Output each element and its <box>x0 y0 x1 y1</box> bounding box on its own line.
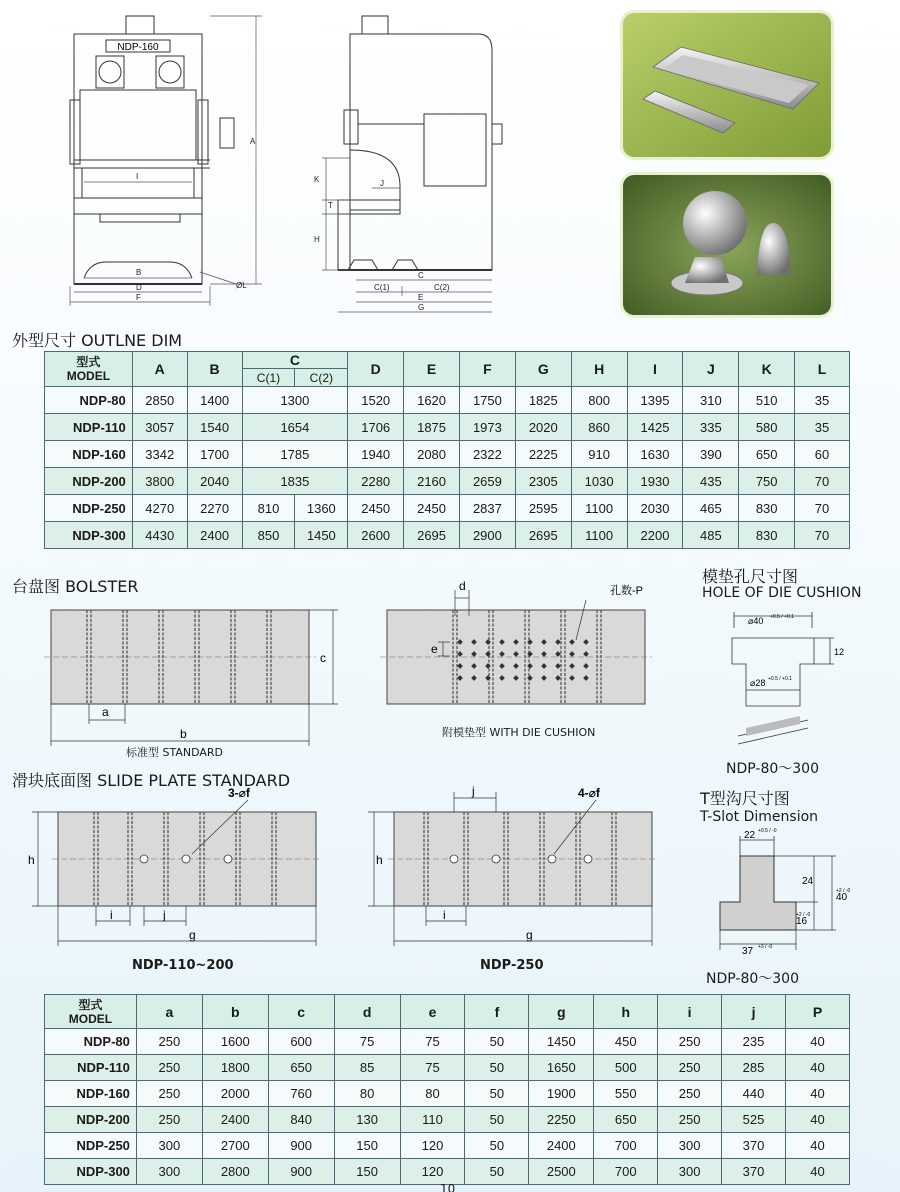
slide-right-callout: 4-⌀f <box>578 786 600 800</box>
detail-row <box>45 1081 850 1107</box>
detail-cell: 80 <box>400 1081 465 1107</box>
outline-cell: NDP-250 <box>45 495 133 522</box>
detail-cell: 285 <box>722 1055 786 1081</box>
outline-cell: 465 <box>683 495 739 522</box>
outline-cell: 70 <box>795 495 850 522</box>
detail-cell: 700 <box>594 1159 658 1185</box>
die-cushion-title: 模垫孔尺寸图 <box>702 567 799 586</box>
outline-header-model: 型式 MODEL <box>45 352 133 387</box>
detail-header-col: d <box>334 995 400 1029</box>
svg-text:B: B <box>136 268 142 277</box>
bolster-cushion-drawing <box>380 576 660 716</box>
detail-header-col: P <box>785 995 849 1029</box>
slide-left-dim-g: g <box>189 928 196 942</box>
detail-cell: 500 <box>594 1055 658 1081</box>
tslot-dim40: 40 <box>836 892 848 903</box>
die-cushion-subtitle: HOLE OF DIE CUSHION <box>702 585 862 601</box>
outline-cell: 2270 <box>187 495 242 522</box>
detail-cell: 700 <box>594 1133 658 1159</box>
bolster-dim-a: a <box>102 705 109 719</box>
slide-plate-left-drawing <box>26 782 326 952</box>
outline-cell: 35 <box>795 387 850 414</box>
detail-cell: 900 <box>268 1133 334 1159</box>
outline-cell: 70 <box>795 522 850 549</box>
detail-header-col: b <box>202 995 268 1029</box>
detail-cell: 450 <box>594 1029 658 1055</box>
die-cushion-d40-tol: +0.5 / +0.1 <box>770 614 794 620</box>
svg-text:D: D <box>136 283 142 292</box>
svg-text:F: F <box>136 293 141 302</box>
tslot-dim24: 24 <box>802 876 814 887</box>
detail-cell: 40 <box>785 1055 849 1081</box>
detail-cell: 250 <box>658 1081 722 1107</box>
outline-cell: 4430 <box>132 522 187 549</box>
slide-right-caption: NDP-250 <box>480 958 544 973</box>
outline-header-col: K <box>739 352 795 387</box>
bolster-dim-e: e <box>431 642 438 656</box>
outline-cell: 390 <box>683 441 739 468</box>
outline-cell: 2225 <box>515 441 571 468</box>
outline-header-col: F <box>459 352 515 387</box>
outline-row <box>45 495 850 522</box>
outline-cell: 1835 <box>242 468 348 495</box>
front-view-drawing <box>60 10 310 320</box>
outline-cell: 2695 <box>515 522 571 549</box>
outline-cell: 1875 <box>404 414 460 441</box>
outline-cell: 1825 <box>515 387 571 414</box>
detail-cell: 760 <box>268 1081 334 1107</box>
outline-row <box>45 468 850 495</box>
detail-cell: 50 <box>465 1029 529 1055</box>
outline-cell: 2400 <box>187 522 242 549</box>
slide-left-dim-h: h <box>28 853 35 867</box>
detail-header-col: i <box>658 995 722 1029</box>
detail-cell: 1650 <box>529 1055 594 1081</box>
detail-cell: 50 <box>465 1107 529 1133</box>
outline-cell: 3800 <box>132 468 187 495</box>
die-cushion-dim12: 12 <box>834 647 845 657</box>
outline-cell: 1940 <box>348 441 404 468</box>
detail-cell: 50 <box>465 1133 529 1159</box>
svg-text:ØL: ØL <box>236 281 247 290</box>
outline-cell: 1930 <box>627 468 683 495</box>
front-model-label: NDP-160 <box>117 42 159 53</box>
svg-text:I: I <box>136 172 139 181</box>
outline-cell: 830 <box>739 522 795 549</box>
outline-cell: 1030 <box>571 468 627 495</box>
outline-cell: 580 <box>739 414 795 441</box>
outline-header-col: A <box>132 352 187 387</box>
die-cushion-drawing <box>718 606 852 756</box>
bolster-title: 台盘图 BOLSTER <box>12 577 139 596</box>
outline-cell: 2600 <box>348 522 404 549</box>
detail-header-model: 型式 MODEL <box>45 995 137 1029</box>
detail-cell: 85 <box>334 1055 400 1081</box>
slide-right-dim-j: j <box>472 784 475 798</box>
outline-cell: 2450 <box>404 495 460 522</box>
outline-cell: 1785 <box>242 441 348 468</box>
outline-cell: 910 <box>571 441 627 468</box>
detail-header-col: g <box>529 995 594 1029</box>
outline-cell: 335 <box>683 414 739 441</box>
tslot-range: NDP-80～300 <box>706 971 799 987</box>
outline-cell: 435 <box>683 468 739 495</box>
outline-cell: 2200 <box>627 522 683 549</box>
detail-cell: 50 <box>465 1081 529 1107</box>
slide-left-callout: 3-⌀f <box>228 786 250 800</box>
detail-cell: 40 <box>785 1133 849 1159</box>
outline-cell: 1360 <box>295 495 348 522</box>
detail-cell: 1900 <box>529 1081 594 1107</box>
outline-header-col: L <box>795 352 850 387</box>
detail-cell: 235 <box>722 1029 786 1055</box>
outline-cell: 1450 <box>295 522 348 549</box>
detail-cell: 40 <box>785 1081 849 1107</box>
detail-cell: 250 <box>658 1029 722 1055</box>
detail-cell: NDP-300 <box>45 1159 137 1185</box>
outline-cell: 1395 <box>627 387 683 414</box>
detail-header-col: a <box>136 995 202 1029</box>
die-cushion-d28: ⌀28 <box>750 678 766 688</box>
slide-left-dim-j: j <box>163 908 166 922</box>
outline-cell: 860 <box>571 414 627 441</box>
detail-cell: 50 <box>465 1055 529 1081</box>
tslot-bottom-tol: +3 / -0 <box>758 944 773 950</box>
detail-cell: 550 <box>594 1081 658 1107</box>
product-photo-tray <box>620 10 834 160</box>
detail-header-col: c <box>268 995 334 1029</box>
outline-header-col: H <box>571 352 627 387</box>
bolster-dim-c: c <box>320 651 326 665</box>
outline-cell: 2280 <box>348 468 404 495</box>
detail-cell: 525 <box>722 1107 786 1133</box>
outline-cell: NDP-300 <box>45 522 133 549</box>
detail-cell: NDP-250 <box>45 1133 137 1159</box>
outline-cell: 2659 <box>459 468 515 495</box>
outline-cell: 2450 <box>348 495 404 522</box>
outline-cell: 2020 <box>515 414 571 441</box>
bolster-dim-d: d <box>459 579 466 593</box>
detail-header-col: e <box>400 995 465 1029</box>
detail-cell: 600 <box>268 1029 334 1055</box>
outline-cell: 1540 <box>187 414 242 441</box>
svg-text:C: C <box>418 271 424 280</box>
detail-cell: 2700 <box>202 1133 268 1159</box>
outline-cell: 650 <box>739 441 795 468</box>
detail-row <box>45 1107 850 1133</box>
detail-cell: 300 <box>658 1133 722 1159</box>
slide-right-dim-h: h <box>376 853 383 867</box>
slide-plate-title: 滑块底面图 SLIDE PLATE STANDARD <box>12 771 291 790</box>
detail-cell: 2400 <box>202 1107 268 1133</box>
detail-dim-table <box>44 994 850 1185</box>
bolster-hole-count-label: 孔数-P <box>610 585 643 597</box>
detail-cell: 40 <box>785 1107 849 1133</box>
outline-cell: 810 <box>242 495 295 522</box>
svg-text:J: J <box>380 179 384 188</box>
svg-text:C(2): C(2) <box>434 283 450 292</box>
tslot-drawing <box>706 826 866 966</box>
slide-right-dim-i: i <box>443 908 446 922</box>
outline-cell: 2305 <box>515 468 571 495</box>
detail-cell: 2000 <box>202 1081 268 1107</box>
outline-header-c1: C(1) <box>242 369 295 387</box>
slide-plate-right-drawing <box>366 782 666 952</box>
slide-left-dim-i: i <box>110 908 113 922</box>
outline-cell: 1100 <box>571 495 627 522</box>
detail-cell: NDP-200 <box>45 1107 137 1133</box>
outline-cell: 750 <box>739 468 795 495</box>
detail-cell: 75 <box>334 1029 400 1055</box>
svg-text:G: G <box>418 303 425 312</box>
bolster-cushion-caption: 附模垫型 WITH DIE CUSHION <box>442 726 596 739</box>
detail-cell: 300 <box>136 1133 202 1159</box>
die-cushion-d40: ⌀40 <box>748 616 764 626</box>
tslot-dim16: 16 <box>796 916 808 927</box>
svg-text:E: E <box>418 293 424 302</box>
svg-text:T: T <box>328 201 333 210</box>
detail-header-col: h <box>594 995 658 1029</box>
slide-left-caption: NDP-110~200 <box>132 958 234 973</box>
detail-cell: NDP-80 <box>45 1029 137 1055</box>
outline-cell: 60 <box>795 441 850 468</box>
detail-header-col: f <box>465 995 529 1029</box>
die-cushion-range: NDP-80～300 <box>726 761 819 777</box>
detail-row <box>45 1133 850 1159</box>
detail-cell: 250 <box>136 1055 202 1081</box>
tslot-top-width: 22 <box>744 830 756 841</box>
detail-cell: 300 <box>136 1159 202 1185</box>
detail-cell: 440 <box>722 1081 786 1107</box>
outline-cell: 1706 <box>348 414 404 441</box>
die-cushion-d28-tol: +0.5 / +0.1 <box>768 676 792 682</box>
detail-cell: 1800 <box>202 1055 268 1081</box>
svg-text:C(1): C(1) <box>374 283 390 292</box>
detail-cell: 50 <box>465 1159 529 1185</box>
outline-cell: NDP-160 <box>45 441 133 468</box>
detail-cell: 40 <box>785 1029 849 1055</box>
detail-cell: 1450 <box>529 1029 594 1055</box>
tslot-bottom-width: 37 <box>742 946 754 957</box>
outline-cell: 1300 <box>242 387 348 414</box>
detail-cell: 2400 <box>529 1133 594 1159</box>
outline-cell: 2850 <box>132 387 187 414</box>
detail-row <box>45 1029 850 1055</box>
outline-row <box>45 522 850 549</box>
tslot-subtitle: T-Slot Dimension <box>700 809 819 825</box>
svg-text:A: A <box>250 137 256 146</box>
outline-cell: 830 <box>739 495 795 522</box>
bolster-standard-caption: 标准型 STANDARD <box>126 746 224 759</box>
outline-cell: 2595 <box>515 495 571 522</box>
detail-header-col: j <box>722 995 786 1029</box>
detail-cell: 300 <box>658 1159 722 1185</box>
outline-cell: 2322 <box>459 441 515 468</box>
outline-cell: 1520 <box>348 387 404 414</box>
outline-header-col: D <box>348 352 404 387</box>
detail-cell: 75 <box>400 1029 465 1055</box>
outline-cell: 310 <box>683 387 739 414</box>
detail-cell: 650 <box>268 1055 334 1081</box>
svg-text:H: H <box>314 235 320 244</box>
product-photo-spinning-parts <box>620 172 834 318</box>
outline-cell: 1973 <box>459 414 515 441</box>
detail-cell: 250 <box>136 1081 202 1107</box>
outline-cell: 1400 <box>187 387 242 414</box>
detail-cell: 40 <box>785 1159 849 1185</box>
detail-cell: NDP-160 <box>45 1081 137 1107</box>
outline-cell: 2900 <box>459 522 515 549</box>
detail-cell: 80 <box>334 1081 400 1107</box>
outline-cell: 800 <box>571 387 627 414</box>
detail-cell: 900 <box>268 1159 334 1185</box>
outline-cell: NDP-200 <box>45 468 133 495</box>
detail-cell: 250 <box>658 1107 722 1133</box>
detail-cell: 2500 <box>529 1159 594 1185</box>
detail-cell: 150 <box>334 1159 400 1185</box>
detail-cell: 120 <box>400 1159 465 1185</box>
detail-cell: 250 <box>136 1029 202 1055</box>
outline-cell: 1630 <box>627 441 683 468</box>
outline-dim-table <box>44 351 850 549</box>
detail-cell: 840 <box>268 1107 334 1133</box>
outline-cell: 1620 <box>404 387 460 414</box>
detail-cell: 130 <box>334 1107 400 1133</box>
outline-cell: 1654 <box>242 414 348 441</box>
tslot-top-tol: +0.5 / -0 <box>758 828 777 834</box>
outline-title: 外型尺寸 OUTLNE DIM <box>12 331 183 350</box>
outline-cell: 510 <box>739 387 795 414</box>
detail-cell: 370 <box>722 1133 786 1159</box>
outline-cell: 1100 <box>571 522 627 549</box>
bolster-dim-b: b <box>180 727 187 741</box>
outline-header-col: J <box>683 352 739 387</box>
outline-cell: 3342 <box>132 441 187 468</box>
outline-header-c2: C(2) <box>295 369 348 387</box>
outline-cell: NDP-80 <box>45 387 133 414</box>
outline-cell: 2080 <box>404 441 460 468</box>
outline-cell: 2695 <box>404 522 460 549</box>
outline-cell: 2040 <box>187 468 242 495</box>
outline-row <box>45 441 850 468</box>
outline-cell: 4270 <box>132 495 187 522</box>
outline-cell: 1700 <box>187 441 242 468</box>
outline-cell: 2837 <box>459 495 515 522</box>
detail-cell: 1600 <box>202 1029 268 1055</box>
outline-row <box>45 414 850 441</box>
page-number: 10 <box>440 1182 456 1192</box>
outline-cell: NDP-110 <box>45 414 133 441</box>
outline-header-col: E <box>404 352 460 387</box>
detail-cell: 150 <box>334 1133 400 1159</box>
outline-cell: 35 <box>795 414 850 441</box>
tslot-dim16-tol: +2 / -0 <box>796 912 811 918</box>
outline-header-col: I <box>627 352 683 387</box>
outline-cell: 850 <box>242 522 295 549</box>
svg-text:K: K <box>314 175 320 184</box>
outline-cell: 1750 <box>459 387 515 414</box>
tslot-dim40-tol: +2 / -0 <box>836 888 851 894</box>
detail-cell: 370 <box>722 1159 786 1185</box>
detail-cell: 250 <box>658 1055 722 1081</box>
outline-cell: 70 <box>795 468 850 495</box>
outline-header-col: G <box>515 352 571 387</box>
bolster-standard-drawing <box>44 600 344 760</box>
tslot-title: T型沟尺寸图 <box>700 789 790 808</box>
outline-cell: 1425 <box>627 414 683 441</box>
outline-cell: 485 <box>683 522 739 549</box>
outline-header-col: B <box>187 352 242 387</box>
detail-cell: 650 <box>594 1107 658 1133</box>
detail-row <box>45 1055 850 1081</box>
detail-cell: 2250 <box>529 1107 594 1133</box>
outline-cell: 2160 <box>404 468 460 495</box>
detail-cell: 120 <box>400 1133 465 1159</box>
detail-cell: NDP-110 <box>45 1055 137 1081</box>
outline-cell: 2030 <box>627 495 683 522</box>
slide-right-dim-g: g <box>526 928 533 942</box>
detail-cell: 110 <box>400 1107 465 1133</box>
detail-cell: 250 <box>136 1107 202 1133</box>
outline-cell: 3057 <box>132 414 187 441</box>
detail-cell: 75 <box>400 1055 465 1081</box>
outline-row <box>45 387 850 414</box>
side-view-drawing <box>308 10 518 320</box>
detail-cell: 2800 <box>202 1159 268 1185</box>
outline-header-col: C <box>242 352 348 369</box>
detail-row <box>45 1159 850 1185</box>
